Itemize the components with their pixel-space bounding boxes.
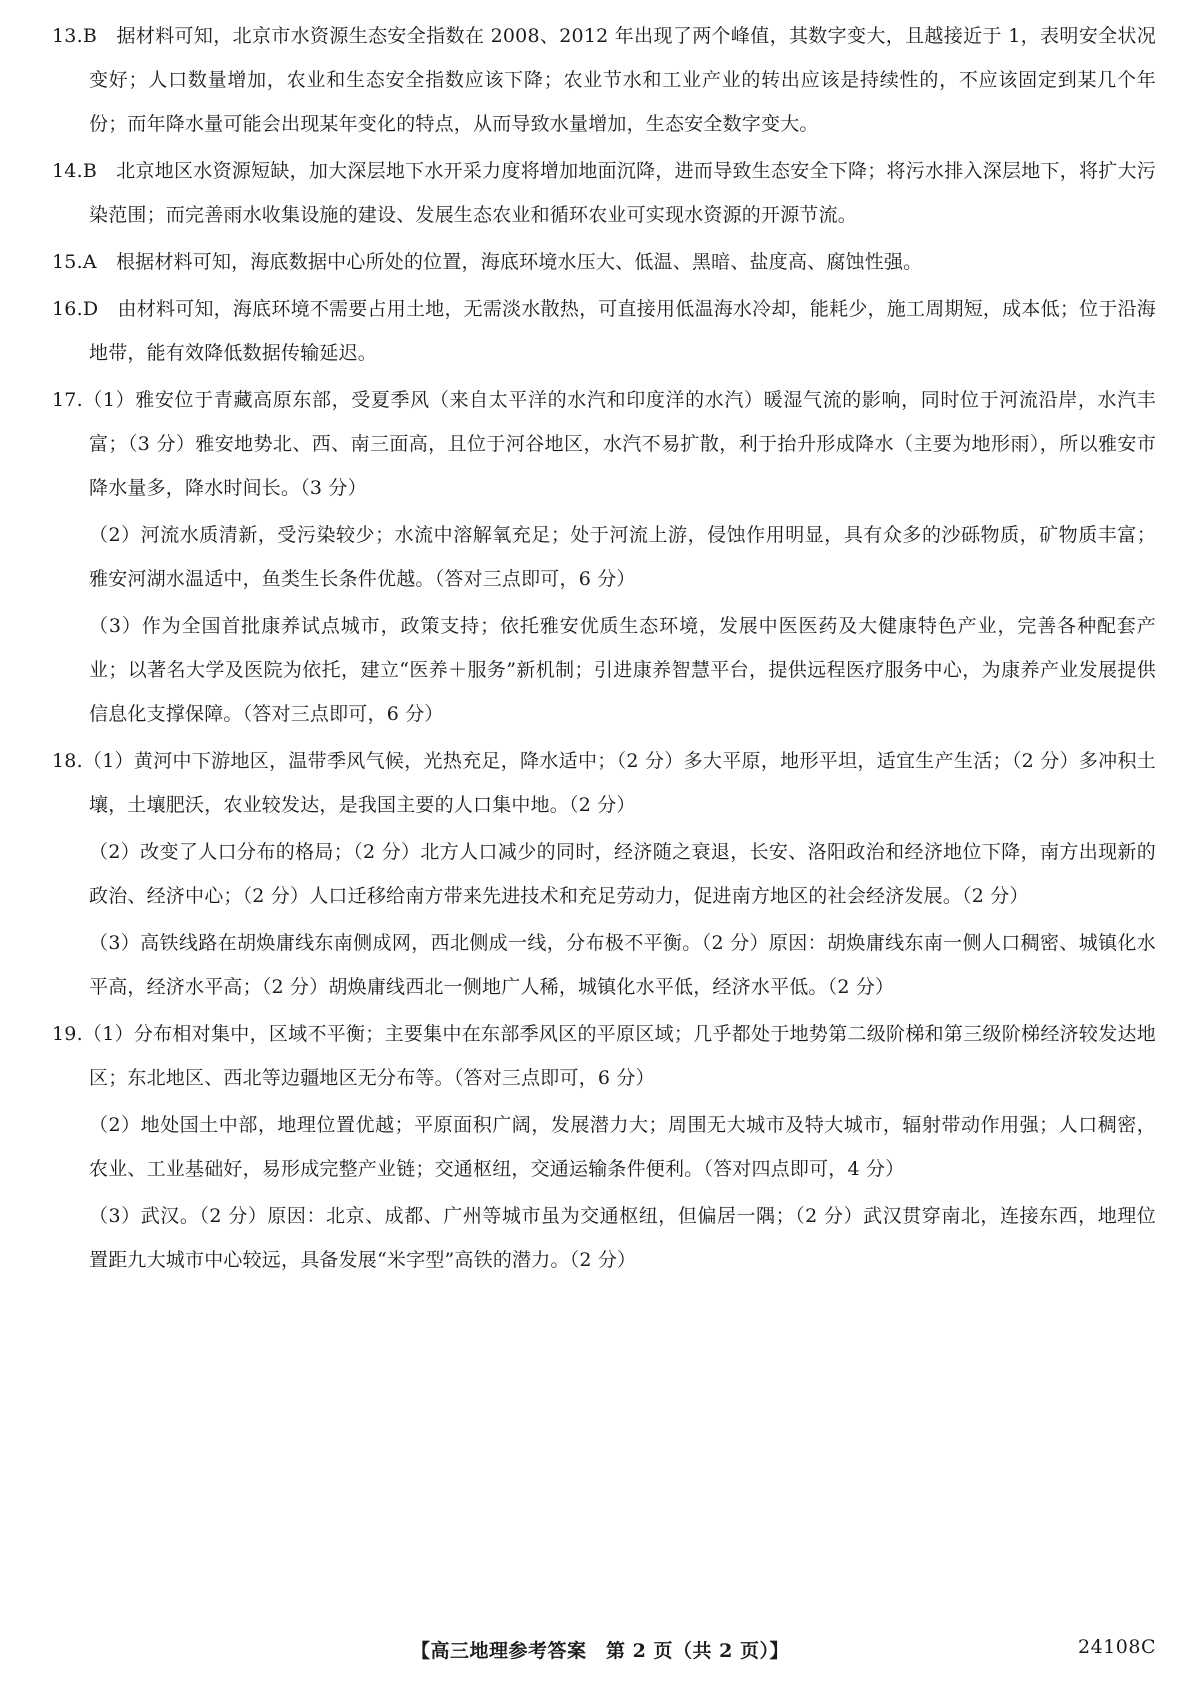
answer-list	[52, 14, 1156, 1285]
answer-14: 14.B 北京地区水资源短缺，加大深层地下水开采力度将增加地面沉降，进而导致生态安全下降；将污水排入深层地下，将扩大污染范围；而完善雨水收集设施的建设、发展生态农业和循环农业可实现水资源的开源节流。	[52, 160, 1156, 226]
page-footer-title: 【高三地理参考答案 第 2 页（共 2 页）】	[411, 1640, 789, 1662]
answer-17-part-1: 17.（1）雅安位于青藏高原东部，受夏季风（来自太平洋的水汽和印度洋的水汽）暖湿气流的影响，同时位于河流沿岸，水汽丰富；（3 分）雅安地势北、西、南三面高，且位于河谷地区，水汽不易扩散，利于抬升形成降水（主要为地形雨），所以雅安市降水量多，降水时间长。（3 分）	[52, 389, 1156, 499]
answer-15: 15.A 根据材料可知，海底数据中心所处的位置，海底环境水压大、低温、黑暗、盐度高、腐蚀性强。	[52, 251, 923, 273]
answer-19-part-3: （3）武汉。（2 分）原因：北京、成都、广州等城市虽为交通枢纽，但偏居一隅；（2 分）武汉贯穿南北，连接东西，地理位置距九大城市中心较远，具备发展“米字型”高铁的潜力。（2 分）	[89, 1205, 1156, 1271]
answer-18-part-2: （2）改变了人口分布的格局；（2 分）北方人口减少的同时，经济随之衰退，长安、洛阳政治和经济地位下降，南方出现新的政治、经济中心；（2 分）人口迁移给南方带来先进技术和充足劳动力，促进南方地区的社会经济发展。（2 分）	[89, 841, 1156, 907]
answer-18-part-1: 18.（1）黄河中下游地区，温带季风气候，光热充足，降水适中；（2 分）多大平原，地形平坦，适宜生产生活；（2 分）多冲积土壤，土壤肥沃，农业较发达，是我国主要的人口集中地。（2 分）	[52, 750, 1156, 816]
answer-19-part-2: （2）地处国土中部，地理位置优越；平原面积广阔，发展潜力大；周围无大城市及特大城市，辐射带动作用强；人口稠密，农业、工业基础好，易形成完整产业链；交通枢纽，交通运输条件便利。（答对四点即可，4 分）	[89, 1114, 1156, 1180]
answer-16: 16.D 由材料可知，海底环境不需要占用土地，无需淡水散热，可直接用低温海水冷却，能耗少，施工周期短，成本低；位于沿海地带，能有效降低数据传输延迟。	[52, 298, 1156, 364]
answer-17-part-2: （2）河流水质清新，受污染较少；水流中溶解氧充足；处于河流上游，侵蚀作用明显，具有众多的沙砾物质，矿物质丰富；雅安河湖水温适中，鱼类生长条件优越。（答对三点即可，6 分）	[89, 524, 1156, 590]
answer-19-part-1: 19.（1）分布相对集中，区域不平衡；主要集中在东部季风区的平原区域；几乎都处于地势第二级阶梯和第三级阶梯经济较发达地区；东北地区、西北等边疆地区无分布等。（答对三点即可，6 分）	[52, 1023, 1156, 1089]
answer-13: 13.B 据材料可知，北京市水资源生态安全指数在 2008、2012 年出现了两个峰值，其数字变大，且越接近于 1，表明安全状况变好；人口数量增加，农业和生态安全指数应该下降；农业节水和工业产业的转出应该是持续性的，不应该固定到某几个年份；而年降水量可能会出现某年变化的特点，从而导致水量增加，生态安全数字变大。	[52, 25, 1156, 135]
answer-17-part-3: （3）作为全国首批康养试点城市，政策支持；依托雅安优质生态环境，发展中医医药及大健康特色产业，完善各种配套产业；以著名大学及医院为依托，建立“医养＋服务”新机制；引进康养智慧平台，提供远程医疗服务中心，为康养产业发展提供信息化支撑保障。（答对三点即可，6 分）	[89, 615, 1156, 725]
answer-18-part-3: （3）高铁线路在胡焕庸线东南侧成网，西北侧成一线，分布极不平衡。（2 分）原因：胡焕庸线东南一侧人口稠密、城镇化水平高，经济水平高；（2 分）胡焕庸线西北一侧地广人稀，城镇化水平低，经济水平低。（2 分）	[89, 932, 1156, 998]
page-footer-code: 24108C	[1078, 1636, 1156, 1658]
